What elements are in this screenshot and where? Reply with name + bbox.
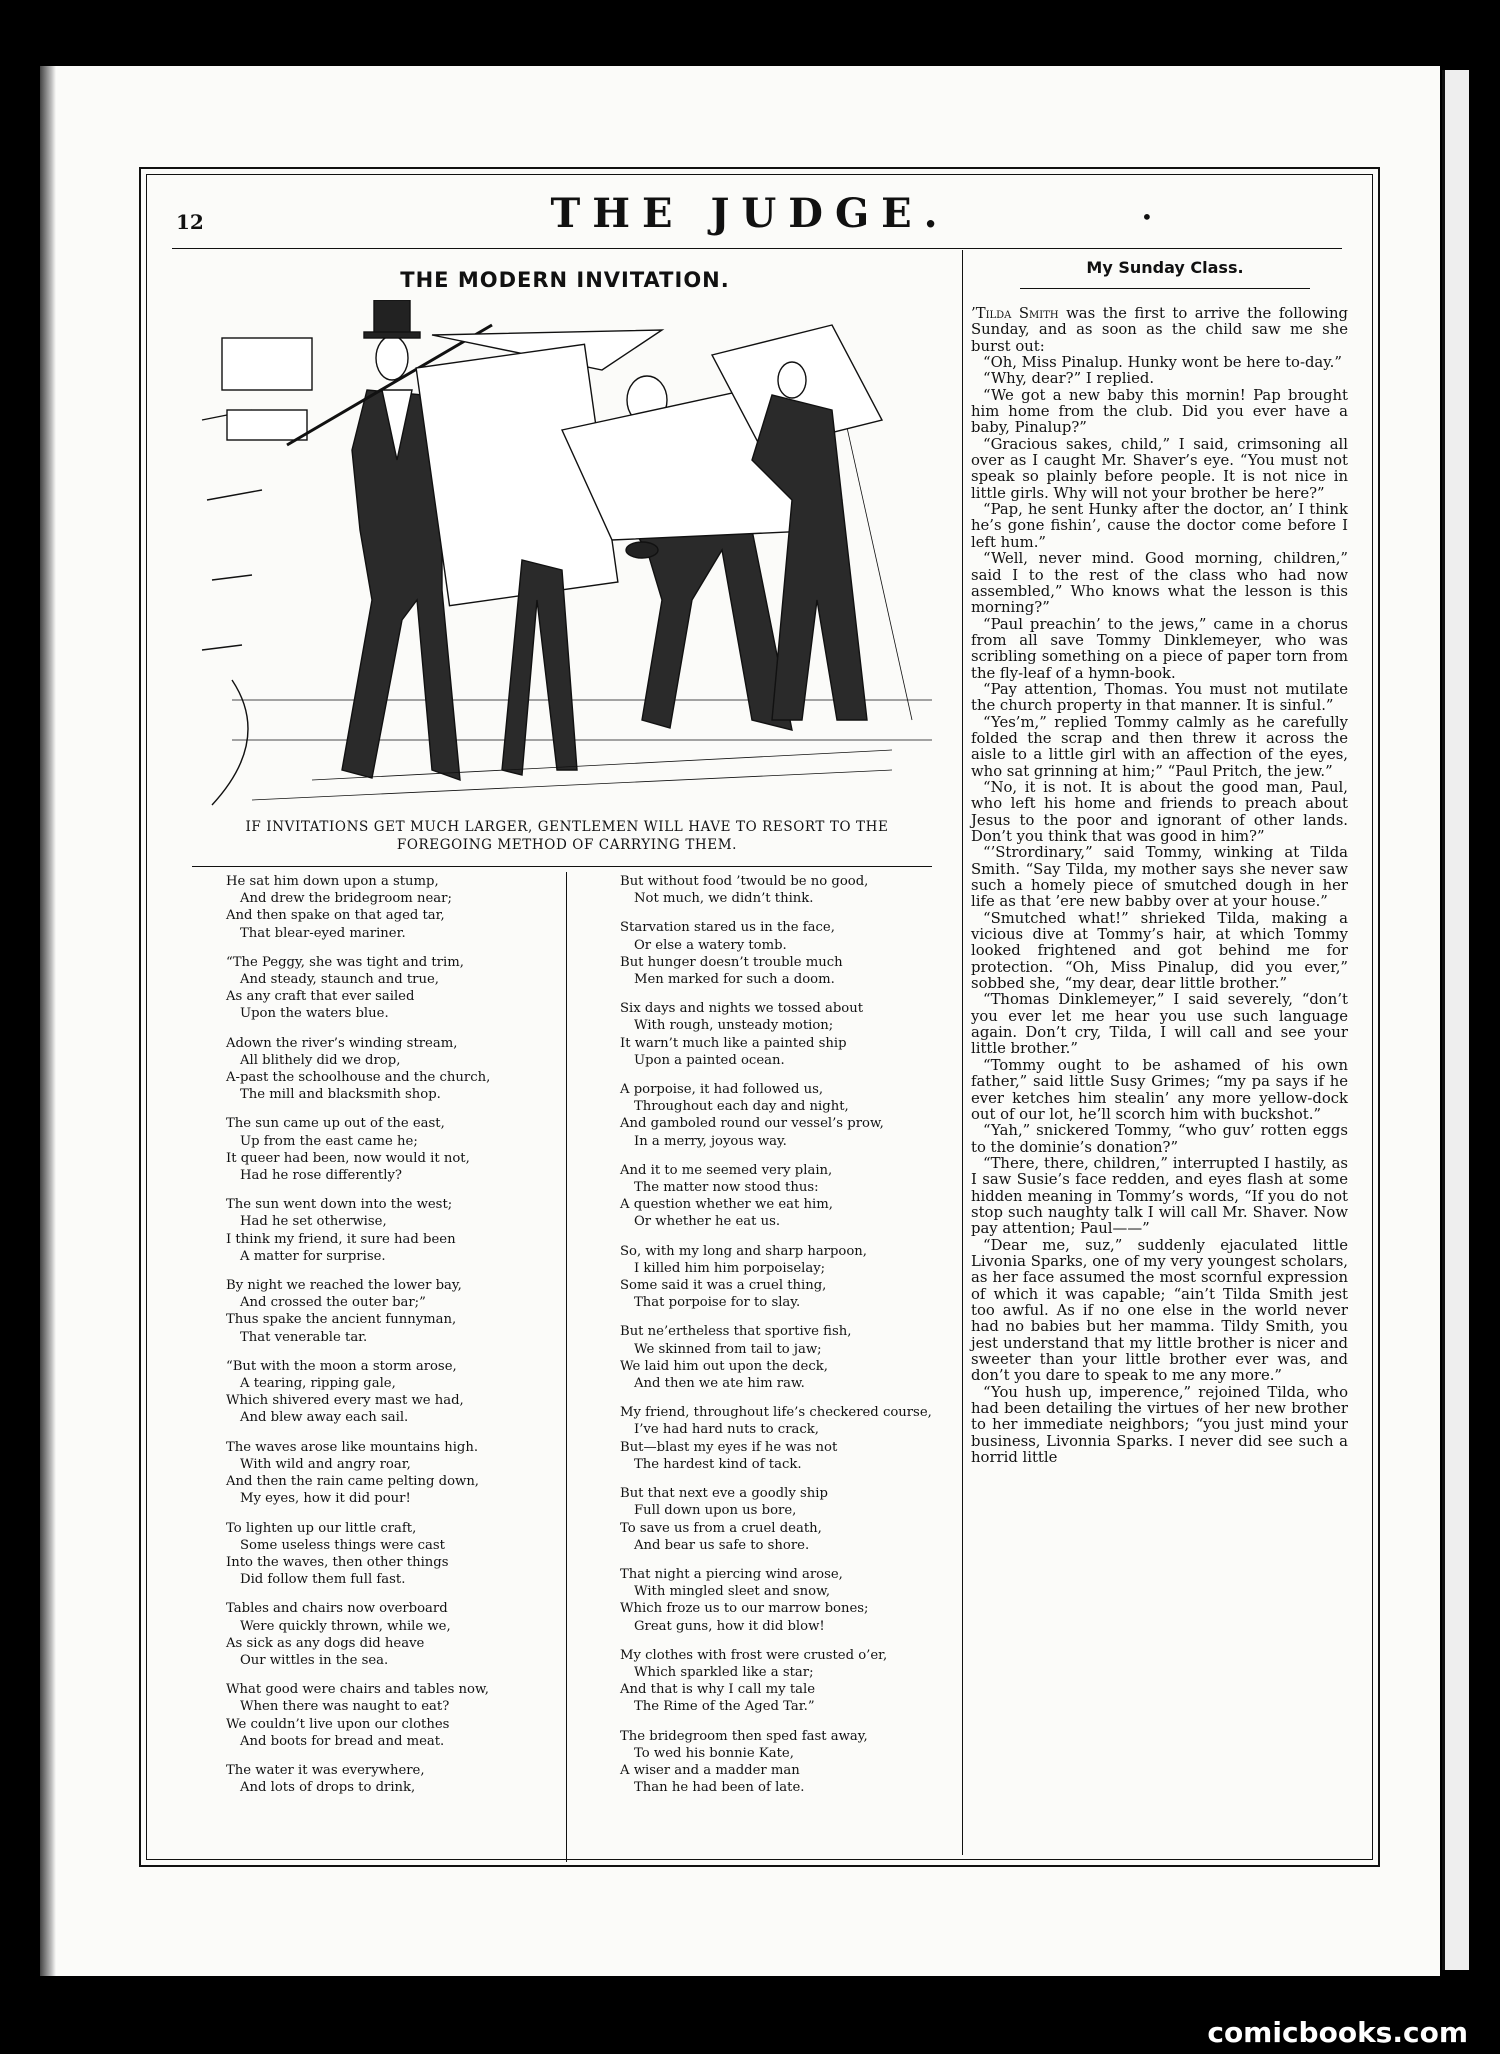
poem-line: My eyes, how it did pour! [240,1491,411,1507]
poem-stanza [226,1762,556,1796]
poem-line: But ne’ertheless that sportive fish, [620,1324,852,1340]
poem-line: Not much, we didn’t think. [634,891,814,907]
poem-line: Up from the east came he; [240,1133,418,1149]
poem-line: With rough, unsteady motion; [634,1018,834,1034]
poem-stanza [226,1115,556,1184]
poem-line: Or whether he eat us. [634,1214,781,1230]
story-opening-text: was the first to arrive the following Sunday, and as soon as the child saw me she burst out: [971,305,1348,355]
story-title: My Sunday Class. [1086,258,1244,277]
poem-line: To wed his bonnie Kate, [634,1745,794,1761]
poem-line: Full down upon us bore, [634,1503,797,1519]
poem-line: And crossed the outer bar;” [240,1295,426,1311]
poem-line: The hardest kind of tack. [634,1456,802,1472]
poem-line: Into the waves, then other things [226,1554,449,1570]
story-paragraph: “No, it is not. It is about the good man, Paul, who left his home and friends to preach about Jesus to the poor and ignorant of other lands. Don’t you think that was good in him?” [971,778,1348,845]
poem-line: The bridegroom then sped fast away, [620,1728,868,1744]
poem-line: And that is why I call my tale [620,1682,816,1698]
poem-line: He sat him down upon a stump, [226,874,439,889]
poem-left-column [226,873,556,1808]
poem-line: We couldn’t live upon our clothes [226,1716,450,1732]
poem-stanza [620,919,950,988]
poem-line: The sun went down into the west; [226,1197,453,1213]
poem-line: It warn’t much like a painted ship [620,1035,847,1051]
poem-line: What good were chairs and tables now, [226,1682,489,1698]
story-paragraph: “Yah,” snickered Tommy, “who guv’ rotten eggs to the dominie’s donation?” [971,1122,1348,1156]
poem-line: The sun came up out of the east, [226,1116,445,1132]
story-body [971,306,1348,1466]
masthead-rule [172,248,1342,249]
poem-stanza [226,1600,556,1669]
poem-line: And drew the bridegroom near; [240,891,452,907]
poem-line: Which froze us to our marrow bones; [620,1601,869,1617]
story-paragraph: “Gracious sakes, child,” I said, crimsoning all over as I caught Mr. Shaver’s eye. “You must not speak so plainly before people. It is not nice in little girls. Why will not your brother be here?” [971,435,1348,502]
poem-line: Some said it was a cruel thing, [620,1278,827,1294]
cartoon-caption [182,818,952,854]
poem-line: That blear-eyed mariner. [240,925,406,941]
poem-line: But hunger doesn’t trouble much [620,954,843,970]
poem-line: Upon the waters blue. [240,1006,389,1022]
story-paragraph: “Oh, Miss Pinalup. Hunky wont be here to-day.” [983,354,1342,372]
poem-line: Thus spake the ancient funnyman, [226,1312,457,1328]
poem-line: And it to me seemed very plain, [620,1162,833,1178]
story-paragraph: “Pap, he sent Hunky after the doctor, an’ I think he’s gone fishin’, cause the doctor come before I left hum.” [971,501,1348,551]
poem-stanza [620,1162,950,1231]
poem-line: As any craft that ever sailed [226,989,415,1005]
poem-line: But that next eve a goodly ship [620,1486,828,1502]
poem-line: A matter for surprise. [240,1248,386,1264]
poem-line: So, with my long and sharp harpoon, [620,1243,867,1259]
poem-stanza [226,954,556,1023]
poem-stanza [226,1358,556,1427]
poem-line: Had he rose differently? [240,1168,402,1184]
caption-line-1: IF INVITATIONS GET MUCH LARGER, GENTLEMEN WILL HAVE TO RESORT TO THE [245,819,889,835]
poem-stanza [620,1485,950,1554]
story-paragraph: “Pay attention, Thomas. You must not mutilate the church property in that manner. It is sinful.” [971,680,1348,715]
poem-stanza [226,1277,556,1346]
poem-line: And then spake on that aged tar, [226,908,445,924]
page-binding [40,66,56,1976]
poem-line: Were quickly thrown, while we, [240,1618,451,1634]
poem-stanza [226,1196,556,1265]
poem-line: Great guns, how it did blow! [634,1618,825,1634]
story-paragraph: “We got a new baby this mornin! Pap brought him home from the club. Did you ever have a baby, Pinalup?” [971,386,1348,437]
poem-line: The water it was everywhere, [226,1762,425,1778]
poem-column-divider [566,872,567,1862]
story-paragraph: “Paul preachin’ to the jews,” came in a chorus from all save Tommy Dinklemeyer, who was scribling something on a piece of paper torn from the fly-leaf of a hymn-book. [971,615,1348,682]
poem-stanza [620,1081,950,1150]
poem-line: That venerable tar. [240,1329,368,1345]
poem-line: Six days and nights we tossed about [620,1001,864,1017]
poem-line: That porpoise for to slay. [634,1295,801,1311]
poem-line: My friend, throughout life’s checkered course, [620,1405,932,1421]
poem-line: “But with the moon a storm arose, [226,1358,457,1374]
poem-line: Starvation stared us in the face, [620,920,835,936]
poem-line: When there was naught to eat? [240,1699,450,1715]
masthead-title: THE JUDGE. [550,190,950,237]
poem-line: In a merry, joyous way. [634,1133,787,1149]
story-paragraph: “Smutched what!” shrieked Tilda, making a vicious dive at Tommy’s hair, at which Tommy looked frightened and got behind me for protection. “Oh, Miss Pinalup, did you ever,” sobbed she, “my dear, dear little brother.” [971,909,1348,993]
poem-stanza [226,1681,556,1750]
poem-line: And lots of drops to drink, [240,1780,416,1796]
poem-line: Throughout each day and night, [634,1099,849,1115]
story-paragraph: “’Strordinary,” said Tommy, winking at Tilda Smith. “Say Tilda, my mother says she never saw such a homely piece of smutched dough in her life as that ’ere new babby over at your house.” [971,844,1348,911]
poem-line: And boots for bread and meat. [240,1733,445,1749]
cartoon-illustration [192,300,932,810]
poem-line: All blithely did we drop, [240,1052,401,1068]
poem-stanza [620,1243,950,1312]
poem-stanza [620,1000,950,1069]
poem-line: I killed him him porpoiselay; [634,1260,826,1276]
poem-line: The waves arose like mountains high. [226,1439,479,1455]
watermark: comicbooks.com [1207,2016,1468,2049]
poem-line: Upon a painted ocean. [634,1052,785,1068]
poem-line: To lighten up our little craft, [226,1520,417,1536]
poem-line: Tables and chairs now overboard [226,1601,448,1617]
story-opening-name: ’Tilda Smith [971,305,1059,322]
poem-line: The Rime of the Aged Tar.” [634,1699,815,1715]
next-page-edge [1442,70,1469,1970]
poem-stanza [226,1035,556,1104]
masthead-dot: • [1141,205,1153,229]
poem-line: We skinned from tail to jaw; [634,1341,822,1357]
poem-line: A porpoise, it had followed us, [620,1082,824,1098]
poem-line: I’ve had hard nuts to crack, [634,1422,819,1438]
poem-line: We laid him out upon the deck, [620,1358,828,1374]
poem-line: And then we ate him raw. [634,1376,805,1392]
poem-line: A tearing, ripping gale, [240,1376,396,1392]
poem-line: As sick as any dogs did heave [226,1635,425,1651]
page-number: 12 [176,210,204,234]
poem-line: Or else a watery tomb. [634,937,787,953]
story-paragraph: “Well, never mind. Good morning, children,” said I to the rest of the class who had now assembled,” Who knows what the lesson is this morning?” [971,550,1348,617]
poem-line: A question whether we eat him, [620,1197,833,1213]
poem-stanza [226,1520,556,1589]
poem-line: Our wittles in the sea. [240,1652,389,1668]
poem-line: A wiser and a madder man [620,1762,800,1778]
poem-line: Adown the river’s winding stream, [226,1035,458,1051]
poem-stanza [226,1439,556,1508]
poem-line: Had he set otherwise, [240,1214,387,1230]
poem-line: But without food ’twould be no good, [620,874,869,889]
poem-line: The matter now stood thus: [634,1180,819,1196]
poem-line: By night we reached the lower bay, [226,1278,462,1294]
poem-stanza [620,1323,950,1392]
story-paragraph: “There, there, children,” interrupted I hastily, as I saw Susie’s face redden, and eyes flash at some hidden meaning in Tommy’s words, “If you do not stop such naughty talk I will call Mr. Shaver. Now pay attention; Paul——” [971,1154,1348,1238]
poem-stanza [620,1647,950,1716]
story-opening-paragraph [971,306,1348,355]
poem-line: The mill and blacksmith shop. [240,1087,441,1103]
caption-line-2: FOREGOING METHOD OF CARRYING THEM. [396,837,738,853]
story-paragraph: “Yes’m,” replied Tommy calmly as he carefully folded the scrap and then threw it across the aisle to a little girl with an affection of the eyes, who sat grinning at him;” “Paul Pritch, the jew.” [971,713,1348,780]
poem-right-column [620,873,950,1808]
poem-line: And gamboled round our vessel’s prow, [620,1116,884,1132]
poem-stanza [620,1404,950,1473]
poem-top-rule [192,866,932,867]
poem-line: And blew away each sail. [240,1410,409,1426]
cartoon-title: THE MODERN INVITATION. [400,268,730,292]
poem-line: “The Peggy, she was tight and trim, [226,954,464,970]
poem-line: Did follow them full fast. [240,1572,406,1588]
poem-line: Which shivered every mast we had, [226,1393,464,1409]
poem-line: To save us from a cruel death, [620,1520,822,1536]
poem-stanza [620,873,950,907]
poem-line: Men marked for such a doom. [634,972,835,988]
story-title-rule [1020,288,1310,289]
poem-line: And bear us safe to shore. [634,1537,810,1553]
poem-stanza [620,1728,950,1797]
story-paragraph: “Tommy ought to be ashamed of his own father,” said little Susy Grimes; “my pa says if he ever ketches him stealin’ any more yellow-dock out of our lot, he’ll scorch him with buckshot.” [971,1056,1348,1123]
poem-line: And then the rain came pelting down, [226,1474,480,1490]
poem-line: It queer had been, now would it not, [226,1150,470,1166]
poem-line: Some useless things were cast [240,1537,445,1553]
column-divider [962,250,963,1855]
story-paragraph: “You hush up, imperence,” rejoined Tilda, who had been detailing the virtues of her new brother to her immediate neighbors; “you just mind your business, Livonnia Sparks. I never did see such a horrid little [971,1383,1348,1467]
poem-line: My clothes with frost were crusted o’er, [620,1647,888,1663]
poem-stanza [620,1566,950,1635]
poem-line: With wild and angry roar, [240,1456,411,1472]
poem-line: And steady, staunch and true, [240,972,439,988]
poem-line: With mingled sleet and snow, [634,1584,831,1600]
story-paragraph: “Why, dear?” I replied. [983,370,1155,388]
story-paragraph: “Thomas Dinklemeyer,” I said severely, “don’t you ever let me hear you use such language again. Don’t cry, Tilda, I will call and see your little brother.” [971,991,1348,1058]
poem-line: That night a piercing wind arose, [620,1566,843,1582]
poem-stanza [226,873,556,942]
poem-line: I think my friend, it sure had been [226,1231,456,1247]
poem-line: But—blast my eyes if he was not [620,1439,838,1455]
poem-line: Which sparkled like a star; [634,1664,814,1680]
poem-line: A-past the schoolhouse and the church, [226,1070,491,1086]
story-paragraph: “Dear me, suz,” suddenly ejaculated little Livonia Sparks, one of my very youngest scholars, as her face assumed the most scornful expression of which it was capable; “ain’t Tilda Smith jest too awful. As if no one else in the world never had no babies but her mamma. Tildy Smith, you jest understand that my little brother is nicer and sweeter than your little brother ever was, and don’t you dare to speak to me any more.” [971,1236,1348,1385]
poem-line: Than he had been of late. [634,1780,805,1796]
